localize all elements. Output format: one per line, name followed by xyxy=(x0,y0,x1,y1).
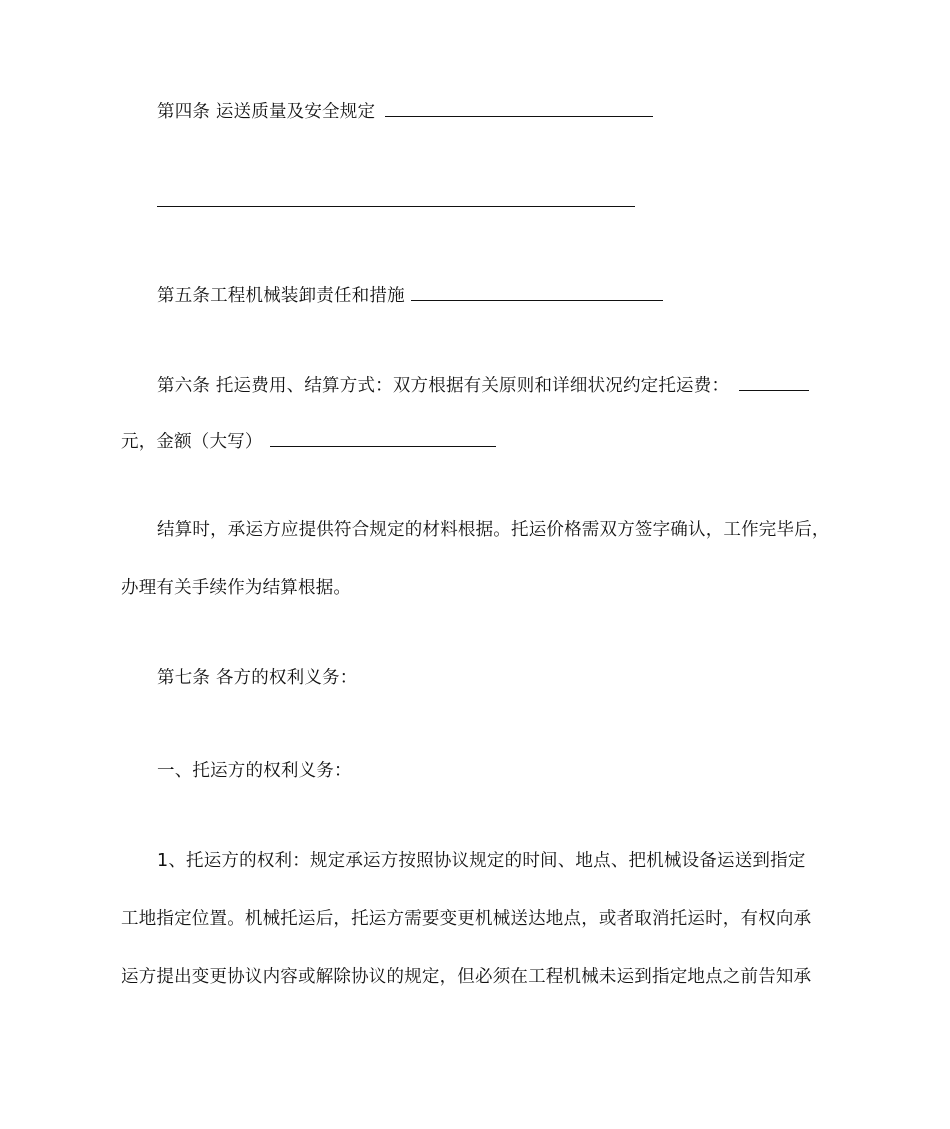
article-6-amount-line xyxy=(121,428,496,454)
article-4-blank xyxy=(385,98,653,117)
article-6-amount-unit: 元，金额（大写） xyxy=(121,432,263,452)
article-5-line xyxy=(157,282,663,308)
article-7-heading: 第七条 各方的权利义务： xyxy=(157,668,358,688)
article-6-line xyxy=(157,372,809,398)
section-1-heading: 一、托运方的权利义务： xyxy=(157,761,352,781)
article-4-continuation xyxy=(157,188,635,214)
settlement-line-2: 办理有关手续作为结算根据。 xyxy=(121,578,352,598)
article-5-blank xyxy=(411,282,663,301)
item-1-line-2: 工地指定位置。机械托运后，托运方需要变更机械送达地点，或者取消托运时，有权向承 xyxy=(121,909,812,929)
article-6-amount-blank xyxy=(270,428,496,447)
article-4-text: 第四条 运送质量及安全规定 xyxy=(157,102,376,122)
article-6-fee-blank xyxy=(739,372,809,391)
settlement-line-1: 结算时，承运方应提供符合规定的材料根据。托运价格需双方签字确认，工作完毕后， xyxy=(157,520,830,540)
article-6-text: 第六条 托运费用、结算方式：双方根据有关原则和详细状况约定托运费： xyxy=(157,376,730,396)
article-5-text: 第五条工程机械装卸责任和措施 xyxy=(157,286,405,306)
item-1-line-1: 1、托运方的权利：规定承运方按照协议规定的时间、地点、把机械设备运送到指定 xyxy=(157,851,806,871)
item-1-line-3: 运方提出变更协议内容或解除协议的规定，但必须在工程机械未运到指定地点之前告知承 xyxy=(121,967,812,987)
article-4-line xyxy=(157,98,653,124)
article-4-blank-line-2 xyxy=(157,188,635,207)
